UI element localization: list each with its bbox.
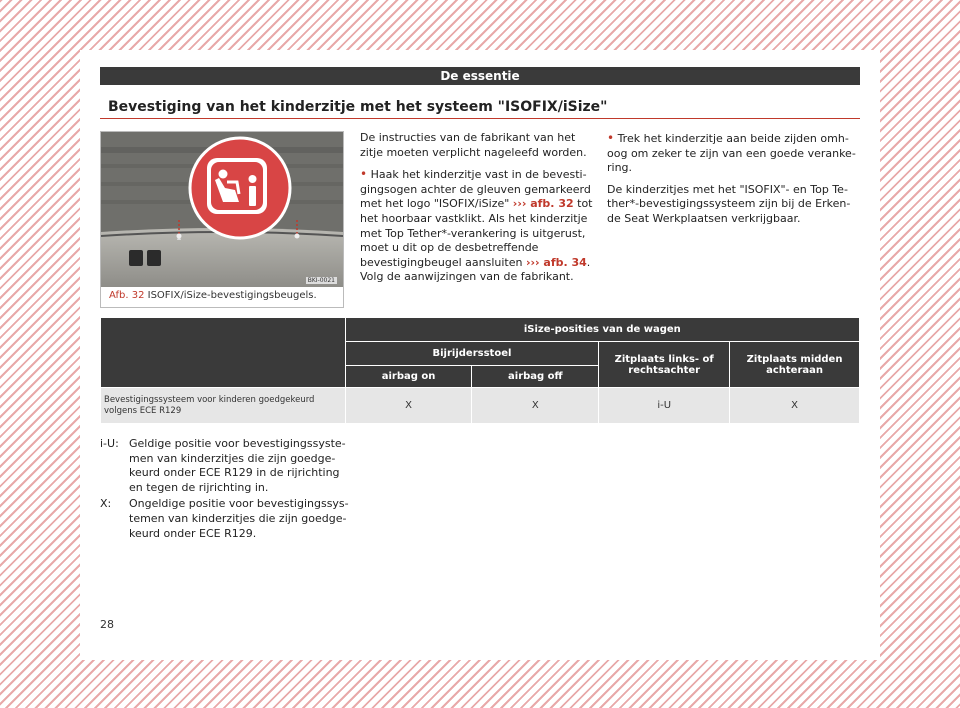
legend-definitions xyxy=(100,437,350,543)
bullet-1-text-c: . Volg de aanwijzingen van de fabrikant. xyxy=(360,255,591,284)
side-rear-header: Zitplaats links- of rechtsachter xyxy=(599,342,730,388)
figure-caption-text: ISOFIX/iSize-bevestigingsbeugels. xyxy=(147,290,317,301)
bullet-1-text-a: Haak het kinderzitje vast in de bevestigingsogen achter de gleuven gemarkeerd met het logo "ISOFIX/iSize" xyxy=(360,168,591,211)
definition-text: Geldige positie voor bevestigingssystemen van kinderzitjes die zijn goedgekeurd onder ECE R129 in de rijrichting en tegen de rijrichting in. xyxy=(129,437,346,494)
availability-paragraph: De kinderzitjes met het "ISOFIX"- en Top Tether*-bevestigingssysteem zijn bij de Erkende Seat Werkplaatsen verkrijgbaar. xyxy=(607,182,851,225)
title-divider xyxy=(100,118,860,119)
isofix-photo xyxy=(101,132,343,287)
table-cell: X xyxy=(345,388,472,424)
row-label: Bevestigingssysteem voor kinderen goedgekeurd volgens ECE R129 xyxy=(101,388,346,424)
bullet-icon: • xyxy=(607,131,615,145)
bullet-2-text: Trek het kinderzitje aan beide zijden omhoog om zeker te zijn van een goede verankering. xyxy=(607,132,856,175)
figure-code: BKI-0021 xyxy=(307,277,335,284)
bullet-paragraph-1 xyxy=(360,167,600,285)
figure-label: Afb. 32 xyxy=(109,290,145,301)
bullet-icon: • xyxy=(360,167,368,182)
table-row xyxy=(101,388,860,424)
airbag-off-header: airbag off xyxy=(472,366,599,388)
figure-caption xyxy=(109,290,317,301)
seat-illustration xyxy=(101,132,343,287)
table-corner xyxy=(101,318,346,388)
figure-ref-link-32[interactable]: ››› afb. 32 xyxy=(512,197,574,211)
airbag-on-header: airbag on xyxy=(345,366,472,388)
table-top-header: iSize-posities van de wagen xyxy=(345,318,859,342)
table-cell: X xyxy=(730,388,860,424)
page-number: 28 xyxy=(100,618,114,631)
instruction-paragraph: De instructies van de fabrikant van het zitje moeten verplicht nageleefd worden. xyxy=(360,131,587,159)
bullet-1-text-b: tot het hoorbaar vastklikt. Als het kinderzitje met Top Tether*-verankering is uitgerust, moet u dit op de desbetreffende bevestigingbeugel aansluiten xyxy=(360,197,593,269)
definition-key: i-U: xyxy=(100,437,119,450)
passenger-seat-header: Bijrijdersstoel xyxy=(345,342,599,366)
text-column-2 xyxy=(607,131,857,234)
section-header-bar: De essentie xyxy=(100,67,860,85)
figure xyxy=(100,131,344,308)
table-cell: i-U xyxy=(599,388,730,424)
definition-text: Ongeldige positie voor bevestigingssystemen van kinderzitjes die zijn goedgekeurd onder ECE R129. xyxy=(129,497,349,540)
definition-item xyxy=(100,497,350,541)
definition-key: X: xyxy=(100,497,112,511)
page-title: Bevestiging van het kinderzitje met het systeem "ISOFIX/iSize" xyxy=(108,99,608,115)
text-column-1 xyxy=(360,131,600,292)
definition-item xyxy=(100,437,350,495)
middle-rear-header: Zitplaats midden achteraan xyxy=(730,342,860,388)
table-cell: X xyxy=(472,388,599,424)
bullet-paragraph-2 xyxy=(607,131,857,176)
figure-ref-link-34[interactable]: ››› afb. 34 xyxy=(525,255,587,269)
isize-positions-table xyxy=(100,317,860,424)
